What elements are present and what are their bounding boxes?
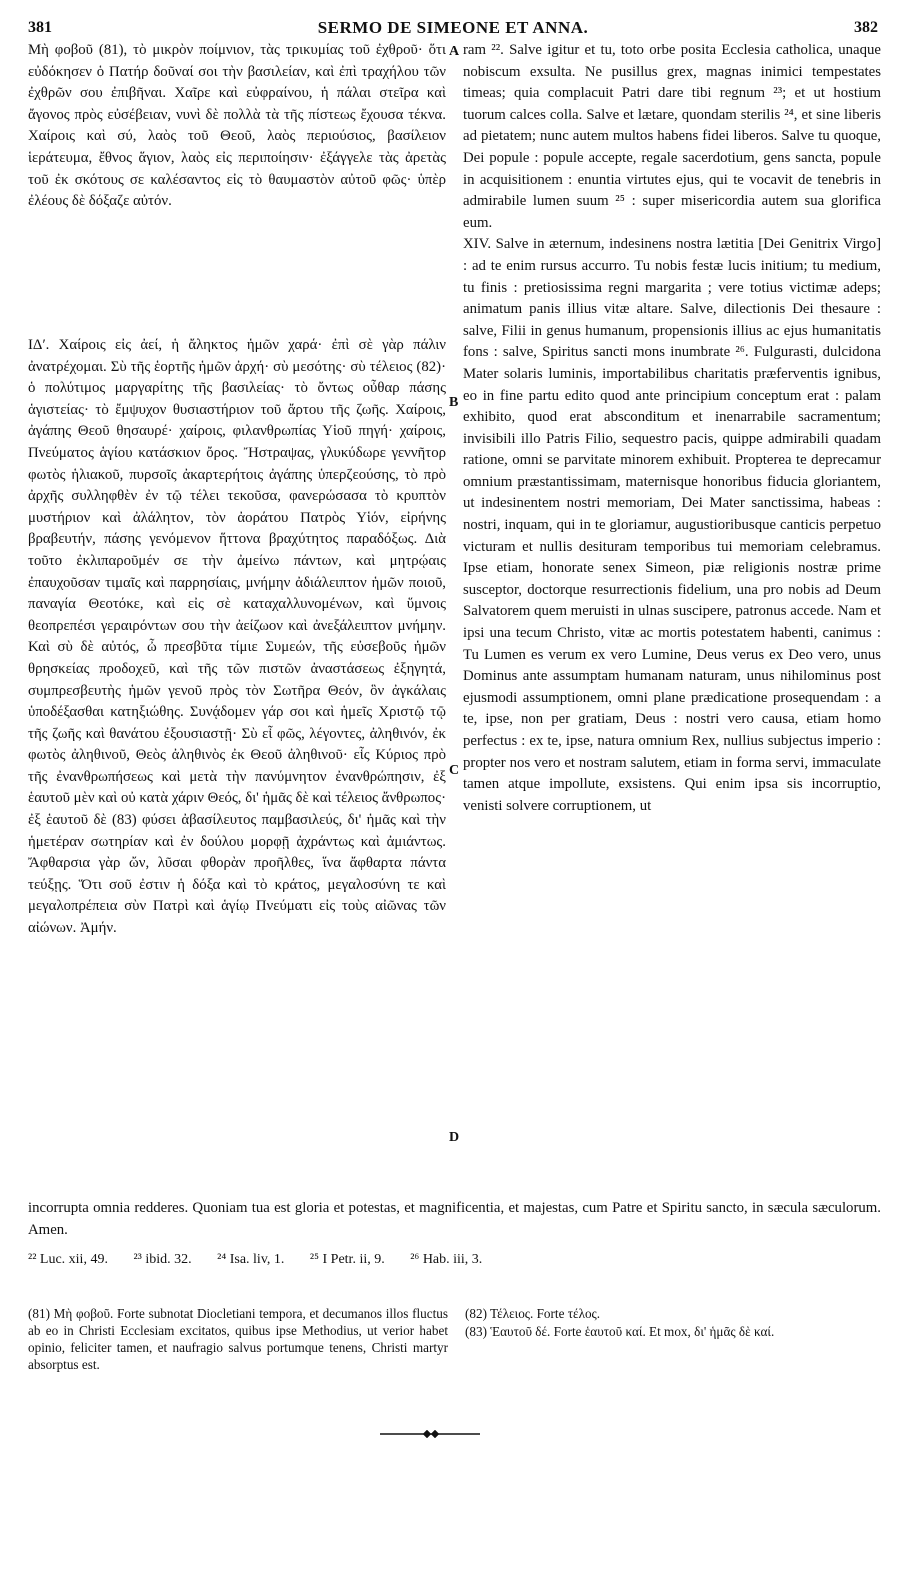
note-81: (81) Μὴ φοβοῦ. Forte subnotat Diocletiani tempora, et decumanos illos fluctus ab eo in Christi Ecclesiam excitatos, quibus ipse Methodius, ut verior habet opinio, feliciter tamen, et naufragio salvus portumque tenens, Christi martyr absorptus est.: [28, 1306, 448, 1372]
notes-right-column: [465, 1305, 885, 1341]
latin-continuation: incorrupta omnia redderes. Quoniam tua est gloria et potestas, et magnificentia, et majestas, cum Patre et Spiritu sancto, in sæcula sæculorum. Amen.: [28, 1200, 881, 1238]
running-title: SERMO DE SIMEONE ET ANNA.: [317, 18, 589, 37]
scripture-ref: ²⁴ Isa. liv, 1.: [217, 1252, 285, 1267]
column-marker-a: A: [449, 44, 460, 59]
note-82: (82) Τέλειος. Forte τέλος.: [465, 1306, 601, 1321]
scripture-ref: ²² Luc. xii, 49.: [28, 1252, 108, 1267]
latin-paragraph-1: ram ²². Salve igitur et tu, toto orbe posita Ecclesia catholica, unaque nobiscum exsulta. Ne pusillus grex, magnas inimici tempestates timeas; quia complacuit Patri dare tibi regnum ²³; et ut hostium tuorum calces colla. Salve et lætare, quondam sterilis ²⁴, et sine liberis ad pietatem; nunc autem multos habens fidei liberos. Salve tu quoque, Dei popule : popule accepte, regale sacerdotium, gens sancta, popule in acquisitionem : enuntia virtutes ejus, qui te vocavit de tenebris in admirabile lumen suum ²⁵ : super misericordia autem sua glorifica eum.: [463, 42, 881, 231]
greek-paragraph-1: Μὴ φοβοῦ (81), τὸ μικρὸν ποίμνιον, τὰς τρικυμίας τοῦ ἐχθροῦ· ὅτι εὐδόκησεν ὁ Πατήρ δοῦναί σοι τὴν βασιλείαν, καὶ ἐπὶ τραχήλου τῶν ἐχθρῶν σου ἐπιβῆναι. Χαῖρε καὶ εὐφραίνου, ἡ πάλαι στεῖρα καὶ ἄγονος πρὸς εὐσέβειαν, νυνὶ δὲ πολλὰ τὰ τῆς πίστεως ἔχουσα τέκνα. Χαίροις καὶ σύ, λαὸς τοῦ Θεοῦ, λαὸς περιούσιος, βασίλειον ἱεράτευμα, ἔθνος ἅγιον, λαὸς εἰς περιποίησιν· ἐξάγγελε τὰς ἀρετὰς τοῦ ἐκ σκότους σε καλέσαντος εἰς τὸ θαυμαστὸν αὐτοῦ φῶς· ὑπὲρ ἐλέους δὲ δόξαζε αὐτόν.: [28, 42, 446, 210]
running-header: [28, 16, 878, 40]
scripture-ref: ²⁵ I Petr. ii, 9.: [309, 1252, 385, 1267]
column-marker-c: C: [449, 763, 460, 778]
scripture-ref: ²⁶ Hab. iii, 3.: [410, 1252, 483, 1267]
greek-paragraph-2: ΙΔʹ. Χαίροις εἰς ἀεί, ἡ ἄληκτος ἡμῶν χαρά· ἐπὶ σὲ γὰρ πάλιν ἀνατρέχομαι. Σὺ τῆς ἑορτῆς ἡμῶν ἀρχή· σὺ μεσότης· σὺ τέλειος (82)· ὁ πολύτιμος μαργαρίτης τῆς βασιλείας· τὸ ὄντως οὖθαρ πάσης ἁγιστείας· τὸ ἔμψυχον θυσιαστήριον τοῦ ἄρτου τῆς ζωῆς. Χαίροις, ἀγάπης Θεοῦ θησαυρέ· χαίροις, φιλανθρωπίας Υἱοῦ πηγή· χαίροις, Πνεύματος ἁγίου κατάσκιον ὄρος. Ἤστραψας, γλυκύδωρε γεννῆτορ φωτὸς ἡλιακοῦ, πυρσοῖς ἀκαρτερήτοις ἀγάπης ὑπερζεούσης, τὸ πρὸ ἀρχῆς συλληφθὲν ἐν τῷ τέλει τεκοῦσα, φανερώσασα τὸ κρυπτὸν μυστήριον καὶ ἀλάλητον, τὸν ἀοράτου Πατρὸς Υἱόν, εἰρήνης βραβευτήν, πάσης γενόμενον ἥττονα βραχύτητος παραδόξως. Διὰ τοῦτο ἐκλιπαροῦμέν σε τὴν ἀμείνω πάντων, καὶ μητρῴαις ἐπαυχοῦσαν τιμαῖς καὶ παρρησίαις, μνήμην ἀδιάλειπτον ἡμῶν ποιοῦ, παναγία Θεοτόκε, καὶ εἰς σὲ καταχαλλυνομένων, καὶ ὕμνοις θεοπρεπέσι γεραιρόντων σου τὴν ἀείζωον καὶ ἀνεξάλειπτον μνήμην. Καὶ σὺ δὲ αὐτός, ὦ πρεσβῦτα τίμιε Συμεών, τῆς εὐσεβοῦς ἡμῶν θρησκείας προδοχεῦ, καὶ τῆς τῶν πιστῶν ἀναστάσεως ἐξηγητά, συμπρεσβευτὴς ἡμῶν γενοῦ πρὸς τὸν Σωτῆρα Θεόν, ὃν ἀγκάλαις ὑποδέξασθαι κατηξιώθης. Συνᾴδομεν γάρ σοι καὶ ἡμεῖς Χριστῷ τῷ τῆς ζωῆς καὶ θανάτου ἐξουσιαστῇ· Σὺ εἶ φῶς, λέγοντες, ἀληθινόν, ἐκ φωτὸς ἀληθινοῦ, Θεὸς ἀληθινὸς ἐκ Θεοῦ ἀληθινοῦ· εἷς Κύριος πρὸ τῆς ἐνανθρωπήσεως καὶ μετὰ τὴν πανύμνητον ἐνανθρώπησιν, ἐξ ἑαυτοῦ μὲν καὶ οὐ κατὰ χάριν Θεός, δι' ἡμᾶς δὲ καὶ τέλειος ἄνθρωπος· ἐξ ἑαυτοῦ δὲ (83) φύσει ἀβασίλευτος παμβασιλεύς, δι' ἡμᾶς καὶ τὴν ἡμετέραν σωτηρίαν καὶ ἐν δούλου μορφῇ ἀχράντως καὶ ἀμιάντως. Ἄφθαρσια γὰρ ὤν, λῦσαι φθορὰν προῆλθες, ἵνα ἄφθαρτα πάντα τεύξῃς. Ὅτι σοῦ ἐστιν ἡ δόξα καὶ τὸ κράτος, μεγαλοσύνη τε καὶ μεγαλοπρέπεια σὺν Πατρὶ καὶ ἁγίῳ Πνεύματι εἰς τοὺς αἰῶνας τῶν αἰώνων. Ἀμήν.: [28, 337, 446, 937]
right-page-number: 382: [853, 19, 878, 36]
left-page-number: 381: [28, 19, 52, 36]
notes-left-column: [28, 1305, 448, 1374]
scripture-ref: ²³ ibid. 32.: [133, 1252, 192, 1267]
column-marker-b: B: [449, 395, 459, 410]
ornament-divider-icon: [380, 1430, 480, 1438]
greek-column-bottom: [28, 335, 446, 940]
latin-paragraph-2: XIV. Salve in æternum, indesinens nostra lætitia [Dei Genitrix Virgo] : ad te enim rursus accurro. Tu nobis festæ lucis initium; tu medium, tu finis : pretiosissima regni margarita ; vere totius victimæ adeps; animatum panis illius vitæ altare. Salve, dilectionis Dei thesaure : salve, Filii in genus humanum, propensionis illius ac ejus humanitatis fons : salve, Spiritus sancti mons inumbrate ²⁶. Fulgurasti, dulcidona Mater solaris luminis, importabilibus charitatis præferventis ignibus, eo in fine partu edito quod ante principium conceptum erat : palam exhibito, quod erat absconditum et inenarrabile sacramentum; invisibili illo Patris Filio, sequestro pacis, quippe admirabili quadam ratione, omni se parvitate minorem exhibuit. Propterea te deprecamur omnium præstantissimam, maternisque honoribus fiducia gloriantem, ut indesinentem nostri memoriam, Dei Mater sanctissima, habeas : nostri, inquam, qui in te gloriamur, augustioribusque canticis perpetuo victuram et nullis desituram temporibus tui memoriam celebramus. Ipse etiam, honorate senex Simeon, piæ religionis nostræ prime susceptor, doctorque resurrectionis fidelium, una pro nobis ad Deum Salvatorem quem meruisti in ulnas suscipere, patronus accede. Nam et ipsi una tecum Christo, vitæ ac mortis potestatem habenti, canimus : Tu Lumen es verum ex vero Lumine, Deus verus ex Deo vero, unus Dominus ante assumptam humanam naturam, unus nihilominus post ejusmodi assumptionem, omni plane prædicatione prosequendam : a te, ipse, non per gratiam, Deus : nostri vero causa, etiam homo perfectus : ex te, ipse, natura omnium Rex, nullius subjectus imperio : propter nos vero et nostram salutem, etiam in forma servi, immaculate tamen atque impollute, exsistens. Qui enim ipsa sis incorruptio, venisti solvere corruptionem, ut: [463, 236, 881, 814]
scripture-references: [28, 1252, 881, 1268]
column-marker-d: D: [449, 1130, 460, 1145]
greek-column-top: [28, 40, 446, 213]
latin-column: [463, 40, 881, 817]
note-83: (83) Ἑαυτοῦ δέ. Forte ἑαυτοῦ καί. Et mox, δι' ἡμᾶς δὲ καί.: [465, 1324, 775, 1339]
